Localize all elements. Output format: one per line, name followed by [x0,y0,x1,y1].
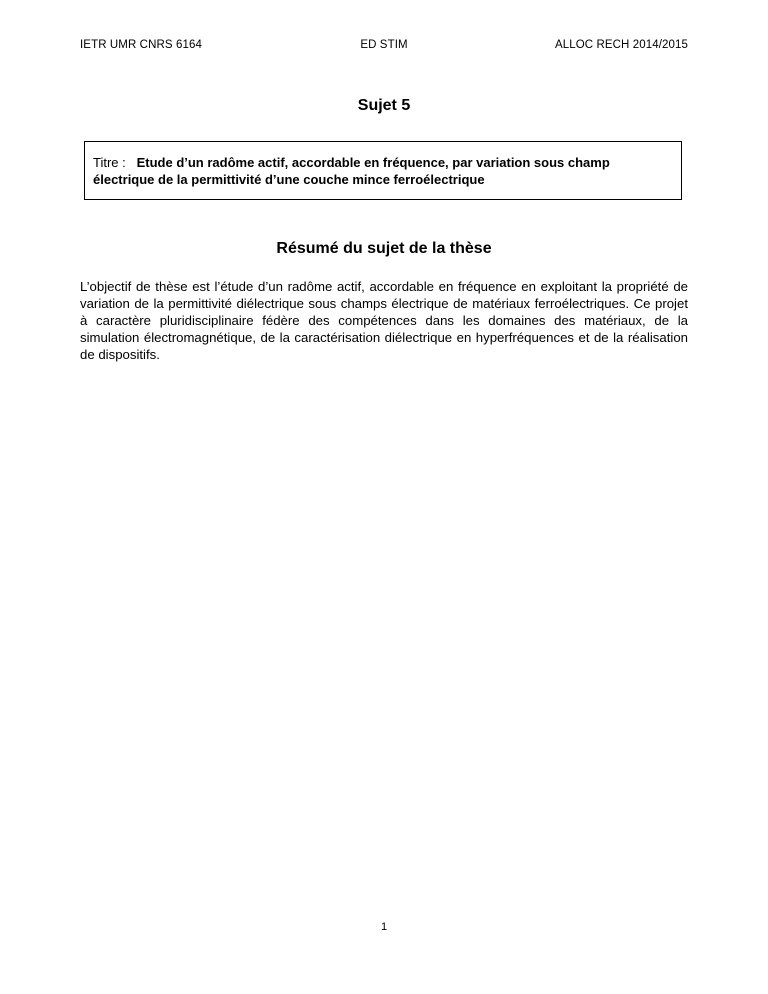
running-header [80,39,688,55]
summary-heading: Résumé du sujet de la thèse [276,240,492,257]
subject-heading: Sujet 5 [357,97,411,114]
title-box [84,141,682,200]
summary-paragraph: L’objectif de thèse est l’étude d’un radôme actif, accordable en fréquence en exploitant la propriété de variation de la permittivité diélectrique sous champs électrique de matériaux ferroélectriques. Ce projet à caractère pluridisciplinaire fédère des compétences dans les domaines des matériaux, de la simulation électromagnétique, de la caractérisation diélectrique en hyperfréquences et de la réalisation de dispositifs. [80,279,688,362]
header-allocation: ALLOC RECH 2014/2015 [554,39,688,51]
header-lab: IETR UMR CNRS 6164 [80,39,202,51]
header-school: ED STIM [360,39,408,51]
title-label: Titre : [93,155,126,170]
thesis-title: Etude d’un radôme actif, accordable en fréquence, par variation sous champ électrique de la permittivité d’une couche mince ferroélectrique [93,155,610,187]
page-number: 1 [380,921,388,933]
